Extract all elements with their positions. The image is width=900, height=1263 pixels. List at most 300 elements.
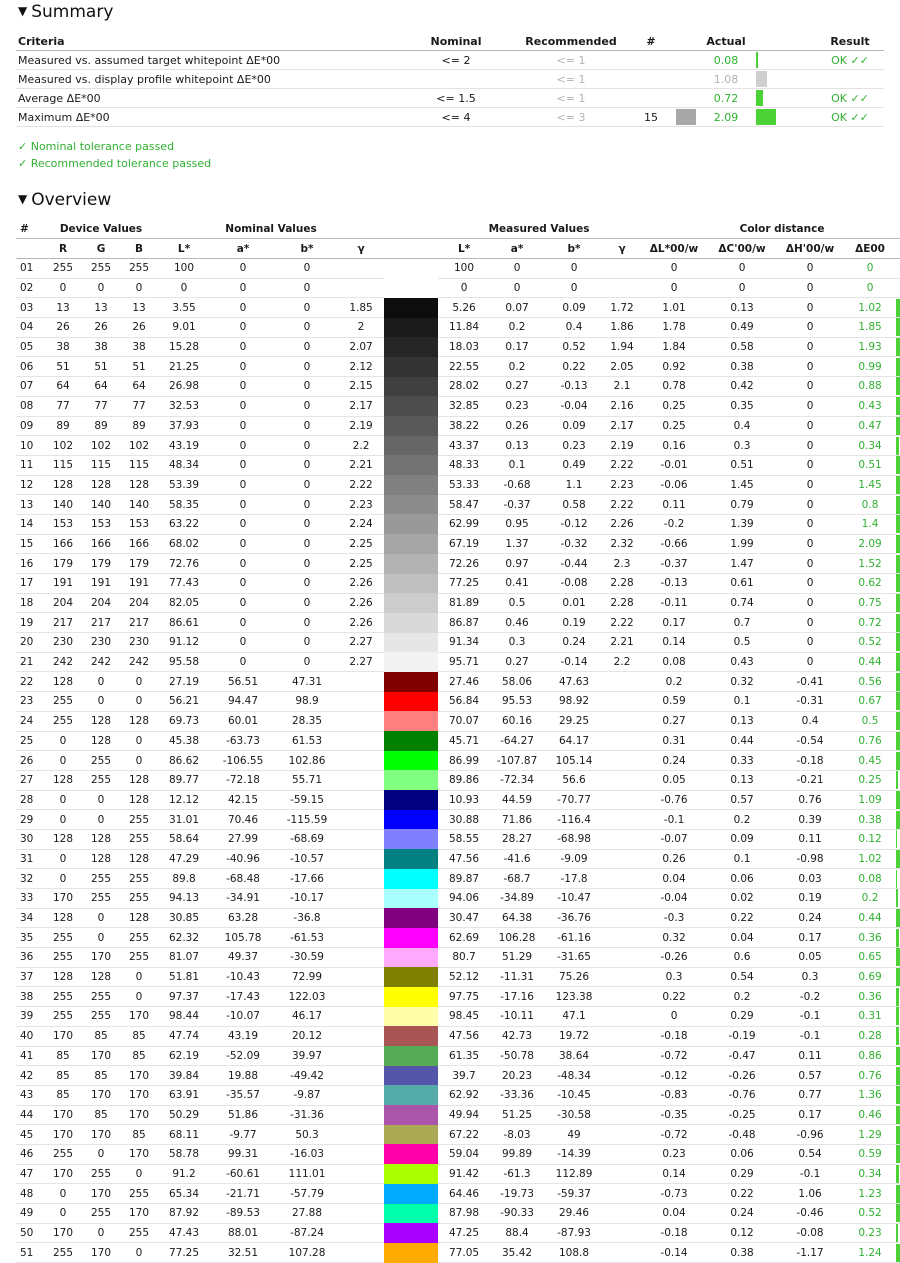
delta-e-bar-cell [896,416,900,436]
nominal-b-cell: 102.86 [276,751,338,771]
measured-a-cell: 0.26 [490,416,544,436]
nominal-gamma-cell [338,849,384,869]
g-cell: 128 [82,829,120,849]
nominal-b-cell: -17.66 [276,869,338,889]
nominal-b-cell: 20.12 [276,1026,338,1046]
b-cell: 166 [120,534,158,554]
delta-e-bar [896,574,900,592]
r-cell: 255 [44,1007,82,1027]
g-cell: 140 [82,495,120,515]
nominal-l-cell: 87.92 [158,1204,210,1224]
measured-b-cell: -30.58 [544,1105,604,1125]
delta-e-bar [896,1106,900,1124]
nominal-b-cell: -10.57 [276,849,338,869]
nominal-b-cell: 0 [276,318,338,338]
delta-h-cell: 0 [776,495,844,515]
overview-row [16,534,900,554]
nominal-l-cell: 48.34 [158,455,210,475]
delta-e-bar-cell [896,889,900,909]
measured-gamma-cell: 2.22 [604,495,640,515]
delta-e-bar [896,889,898,907]
color-swatch [384,534,438,554]
delta-e-bar [896,968,900,986]
criteria-header: Criteria [16,32,396,51]
overview-row [16,259,900,279]
delta-c-cell: 0.29 [708,1164,776,1184]
measured-b-cell: -10.45 [544,1085,604,1105]
delta-h-cell: 0.57 [776,1066,844,1086]
delta-e-bar [896,377,900,395]
nominal-b-cell: 39.97 [276,1046,338,1066]
nominal-tolerance-note: ✓ Nominal tolerance passed [18,140,175,153]
measured-a-cell: -0.37 [490,495,544,515]
measured-a-cell: -68.7 [490,869,544,889]
nominal-gamma-cell [338,1204,384,1224]
summary-section-title[interactable] [18,2,113,22]
color-swatch [384,711,438,731]
delta-e-bar-cell [896,829,900,849]
g-cell: 170 [82,1125,120,1145]
delta-l-cell: 0.04 [640,1204,708,1224]
measured-gamma-cell [604,1184,640,1204]
g-cell: 0 [82,672,120,692]
measured-a-cell: -11.31 [490,967,544,987]
b-cell: 255 [120,1184,158,1204]
nominal-b-cell: 0 [276,554,338,574]
r-cell: 170 [44,1164,82,1184]
delta-e-bar [896,712,900,730]
r-cell: 0 [44,810,82,830]
nominal-l-cell: 12.12 [158,790,210,810]
delta-h-cell: 0 [776,613,844,633]
delta-c-cell: 0.5 [708,633,776,653]
delta-c-cell: 0.49 [708,318,776,338]
b-cell: 170 [120,1007,158,1027]
nominal-l-cell: 91.12 [158,633,210,653]
delta-e-bar-cell [896,1026,900,1046]
delta-e-bar [896,633,900,651]
delta-c-cell: 0 [708,278,776,298]
num-cell: 08 [16,396,44,416]
delta-c-cell: -0.19 [708,1026,776,1046]
delta-e-bar [896,594,900,612]
measured-values-header: Measured Values [438,219,640,239]
delta-e-bar [896,909,900,927]
g-cell: 0 [82,278,120,298]
delta-h-cell: -0.46 [776,1204,844,1224]
nominal-gamma-cell [338,948,384,968]
measured-l-cell: 47.25 [438,1223,490,1243]
delta-e-cell: 0.86 [844,1046,896,1066]
nominal-gamma-cell [338,987,384,1007]
delta-l-cell: -0.66 [640,534,708,554]
num-cell: 33 [16,889,44,909]
g-cell: 0 [82,692,120,712]
measured-gamma-cell [604,711,640,731]
delta-h-cell: 0.17 [776,1105,844,1125]
nominal-a-cell: 0 [210,613,276,633]
color-swatch [384,1184,438,1204]
nominal-gamma-cell [338,1223,384,1243]
overview-row [16,495,900,515]
delta-c-cell: 0.32 [708,672,776,692]
nominal-a-cell: 51.86 [210,1105,276,1125]
delta-h-cell: 0 [776,396,844,416]
delta-c-header: ΔC'00/w [708,239,776,259]
nominal-b-cell: 0 [276,396,338,416]
delta-e-cell: 1.02 [844,298,896,318]
nominal-b-cell: -115.59 [276,810,338,830]
measured-gamma-cell [604,829,640,849]
color-swatch [384,337,438,357]
b-cell: 89 [120,416,158,436]
num-cell: 47 [16,1164,44,1184]
delta-l-cell: -0.18 [640,1026,708,1046]
nominal-b-cell: 0 [276,377,338,397]
measured-gamma-cell: 2.22 [604,455,640,475]
summary-title-text: Summary [31,2,114,22]
measured-b-cell: 29.46 [544,1204,604,1224]
measured-l-cell: 100 [438,259,490,279]
measured-b-cell: 0.52 [544,337,604,357]
delta-l-cell: 0.31 [640,731,708,751]
g-cell: 170 [82,1085,120,1105]
count-header: # [626,32,676,51]
delta-e-bar-cell [896,908,900,928]
delta-e-bar [896,515,900,533]
overview-row [16,357,900,377]
g-cell: 51 [82,357,120,377]
measured-b-cell: 0 [544,278,604,298]
g-cell: 128 [82,967,120,987]
g-cell: 128 [82,475,120,495]
r-cell: 77 [44,396,82,416]
delta-c-cell: 1.47 [708,554,776,574]
b-cell: 140 [120,495,158,515]
nominal-a-cell: -34.91 [210,889,276,909]
b-cell: 255 [120,948,158,968]
nominal-l-cell: 98.44 [158,1007,210,1027]
color-swatch [384,416,438,436]
nominal-b-cell: 107.28 [276,1243,338,1263]
delta-h-cell: 0.11 [776,829,844,849]
delta-e-bar-cell [896,593,900,613]
num-cell: 12 [16,475,44,495]
b-cell: 0 [120,1164,158,1184]
recommended-header: Recommended [516,32,626,51]
delta-e-cell: 0.72 [844,613,896,633]
color-swatch [384,633,438,653]
nominal-a-cell: 0 [210,514,276,534]
num-cell: 30 [16,829,44,849]
delta-c-cell: 0.09 [708,829,776,849]
overview-row [16,672,900,692]
color-swatch [384,751,438,771]
measured-a-cell: 106.28 [490,928,544,948]
delta-l-cell: -0.73 [640,1184,708,1204]
measured-a-cell: 64.38 [490,908,544,928]
overview-row [16,869,900,889]
nominal-gamma-cell [338,1066,384,1086]
overview-row [16,810,900,830]
color-swatch [384,731,438,751]
nominal-b-cell: -16.03 [276,1144,338,1164]
measured-b-cell: 0.19 [544,613,604,633]
collapse-triangle-icon[interactable]: ▼ [18,4,28,18]
num-cell: 38 [16,987,44,1007]
nominal-l-cell: 89.77 [158,770,210,790]
nominal-gamma-cell [338,1007,384,1027]
nominal-a-cell: -10.43 [210,967,276,987]
delta-h-cell: 0.11 [776,1046,844,1066]
overview-row [16,455,900,475]
delta-e-bar [896,1126,900,1144]
nominal-b-cell: 0 [276,652,338,672]
delta-l-cell: 0.11 [640,495,708,515]
nominal-a-cell: 0 [210,593,276,613]
summary-recommended-cell: <= 1 [516,70,626,89]
g-cell: 85 [82,1105,120,1125]
nominal-a-cell: 70.46 [210,810,276,830]
r-cell: 85 [44,1085,82,1105]
nominal-gamma-cell: 2.26 [338,593,384,613]
delta-e-cell: 2.09 [844,534,896,554]
color-swatch [384,849,438,869]
nominal-gamma-cell [338,889,384,909]
delta-e-cell: 0.69 [844,967,896,987]
nominal-l-cell: 47.43 [158,1223,210,1243]
delta-c-cell: 0.3 [708,436,776,456]
measured-l-cell: 48.33 [438,455,490,475]
measured-b-cell: -0.32 [544,534,604,554]
overview-row [16,1144,900,1164]
measured-gamma-cell [604,1125,640,1145]
delta-h-cell: 0.17 [776,928,844,948]
g-cell: 0 [82,790,120,810]
measured-gamma-cell [604,987,640,1007]
delta-l-cell: -0.83 [640,1085,708,1105]
nominal-a-cell: -63.73 [210,731,276,751]
b-cell: 170 [120,1204,158,1224]
nominal-l-cell: 82.05 [158,593,210,613]
measured-l-cell: 62.69 [438,928,490,948]
num-cell: 27 [16,770,44,790]
num-cell: 23 [16,692,44,712]
delta-e-cell: 1.23 [844,1184,896,1204]
delta-h-cell: -0.1 [776,1026,844,1046]
g-cell: 204 [82,593,120,613]
nominal-gamma-cell [338,1026,384,1046]
nominal-b-cell: 98.9 [276,692,338,712]
nominal-b-cell: -61.53 [276,928,338,948]
delta-e-bar-cell [896,810,900,830]
delta-c-cell: 0.33 [708,751,776,771]
delta-l-cell: 0.23 [640,1144,708,1164]
measured-b-cell: 38.64 [544,1046,604,1066]
delta-e-bar [896,1007,899,1025]
b-cell: 0 [120,1243,158,1263]
b-cell: 102 [120,436,158,456]
delta-c-cell: 0.02 [708,889,776,909]
b-cell: 13 [120,298,158,318]
color-distance-header: Color distance [640,219,900,239]
summary-row [16,51,884,70]
delta-c-cell: 0.2 [708,987,776,1007]
g-cell: 128 [82,849,120,869]
delta-e-cell: 1.4 [844,514,896,534]
delta-l-cell: -0.72 [640,1046,708,1066]
nominal-l-cell: 94.13 [158,889,210,909]
nominal-l-cell: 68.02 [158,534,210,554]
measured-b-cell: 0.09 [544,298,604,318]
nominal-gamma-cell [338,259,384,279]
delta-e-cell: 1.02 [844,849,896,869]
r-cell: 89 [44,416,82,436]
nominal-b-cell: 111.01 [276,1164,338,1184]
measured-l-cell: 10.93 [438,790,490,810]
summary-actual-cell: 2.09 [696,108,756,127]
delta-h-cell: -0.18 [776,751,844,771]
num-cell: 36 [16,948,44,968]
nominal-a-cell: 0 [210,357,276,377]
delta-e-bar-cell [896,987,900,1007]
num-cell: 05 [16,337,44,357]
measured-l-cell: 86.87 [438,613,490,633]
color-swatch [384,1007,438,1027]
nominal-gamma-cell: 2.19 [338,416,384,436]
delta-h-cell: 0 [776,455,844,475]
num-subheader [16,239,44,259]
nominal-a-cell: 0 [210,554,276,574]
nominal-gamma-cell [338,731,384,751]
measured-gamma-cell [604,731,640,751]
delta-e-cell: 1.09 [844,790,896,810]
measured-gamma-cell [604,810,640,830]
measured-b-cell: -17.8 [544,869,604,889]
delta-h-cell: 0.39 [776,810,844,830]
nominal-gamma-cell [338,692,384,712]
delta-e-bar [896,752,900,770]
measured-b-cell: -10.47 [544,889,604,909]
measured-l-cell: 81.89 [438,593,490,613]
r-cell: 51 [44,357,82,377]
nominal-a-cell: -52.09 [210,1046,276,1066]
b-cell: 128 [120,908,158,928]
nominal-b-cell: 0 [276,613,338,633]
delta-e-bar [896,299,900,317]
nominal-gamma-cell [338,672,384,692]
delta-c-cell: 0.38 [708,357,776,377]
nominal-values-header: Nominal Values [158,219,384,239]
nominal-l-cell: 63.22 [158,514,210,534]
measured-a-cell: 0 [490,259,544,279]
num-cell: 06 [16,357,44,377]
measured-gamma-cell: 2.2 [604,652,640,672]
overview-section-title[interactable] [18,190,111,210]
color-swatch [384,672,438,692]
measured-l-cell: 80.7 [438,948,490,968]
nominal-a-cell: 0 [210,298,276,318]
delta-h-cell: -1.17 [776,1243,844,1263]
delta-e-bar [896,1027,899,1045]
delta-c-cell: 0.04 [708,928,776,948]
r-cell: 204 [44,593,82,613]
measured-l-cell: 58.55 [438,829,490,849]
delta-l-cell: 0.78 [640,377,708,397]
delta-l-cell: -0.37 [640,554,708,574]
nominal-a-cell: -10.07 [210,1007,276,1027]
measured-b-cell: 47.1 [544,1007,604,1027]
r-cell: 0 [44,1184,82,1204]
tolerance-notes [18,138,211,172]
measured-gamma-cell [604,1243,640,1263]
delta-l-cell: 0.24 [640,751,708,771]
nominal-l-cell: 86.61 [158,613,210,633]
nominal-gamma-cell [338,869,384,889]
delta-h-cell: -0.2 [776,987,844,1007]
measured-gamma-cell [604,967,640,987]
measured-a-cell: -64.27 [490,731,544,751]
g-cell: 242 [82,652,120,672]
delta-l-cell: -0.01 [640,455,708,475]
g-cell: 153 [82,514,120,534]
nominal-l-cell: 100 [158,259,210,279]
measured-gamma-cell [604,1026,640,1046]
delta-c-cell: 0.29 [708,1007,776,1027]
measured-l-cell: 67.19 [438,534,490,554]
overview-row [16,318,900,338]
measured-gamma-cell: 2.05 [604,357,640,377]
measured-gamma-cell [604,259,640,279]
measured-gamma-cell [604,849,640,869]
measured-l-cell: 98.45 [438,1007,490,1027]
b-cell: 128 [120,711,158,731]
measured-b-cell: 105.14 [544,751,604,771]
overview-row [16,849,900,869]
measured-l-cell: 91.42 [438,1164,490,1184]
color-swatch [384,1046,438,1066]
delta-e-bar-cell [896,318,900,338]
measured-l-cell: 97.75 [438,987,490,1007]
nominal-a-cell: 0 [210,633,276,653]
delta-h-cell: 0 [776,357,844,377]
nominal-l-cell: 97.37 [158,987,210,1007]
num-cell: 21 [16,652,44,672]
nominal-b-cell: 0 [276,337,338,357]
nominal-b-cell: -57.79 [276,1184,338,1204]
delta-h-cell: 0 [776,593,844,613]
b-header: B [120,239,158,259]
nominal-l-cell: 27.19 [158,672,210,692]
delta-e-bar [896,929,899,947]
delta-e-bar-cell [896,1066,900,1086]
num-cell: 14 [16,514,44,534]
nominal-gamma-cell [338,1144,384,1164]
r-cell: 170 [44,889,82,909]
r-cell: 255 [44,1144,82,1164]
num-cell: 17 [16,574,44,594]
delta-h-cell: -0.96 [776,1125,844,1145]
overview-title-text: Overview [31,190,112,210]
measured-b-cell: 0.24 [544,633,604,653]
b-cell: 0 [120,987,158,1007]
count-bar [676,109,696,125]
overview-row [16,1223,900,1243]
delta-e-bar-cell [896,790,900,810]
num-cell: 24 [16,711,44,731]
collapse-triangle-icon[interactable]: ▼ [18,192,28,206]
nominal-l-cell: 3.55 [158,298,210,318]
